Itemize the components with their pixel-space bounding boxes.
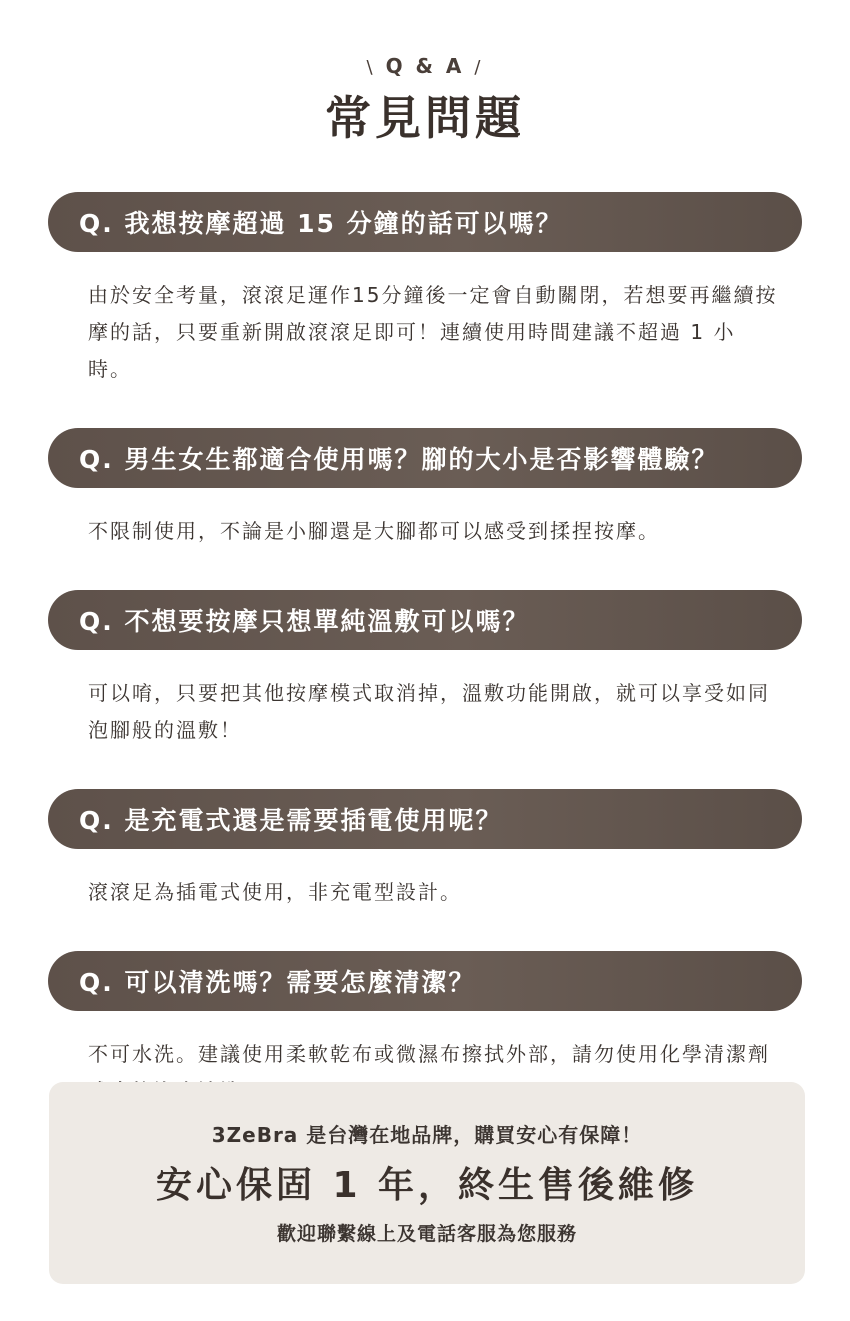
- faq-question: Q. 我想按摩超過 15 分鐘的話可以嗎？: [48, 192, 802, 252]
- faq-question: Q. 可以清洗嗎？需要怎麼清潔？: [48, 951, 802, 1011]
- guarantee-headline: 安心保固 1 年，終生售後維修: [155, 1165, 699, 1206]
- faq-answer: 由於安全考量，滾滾足運作15分鐘後一定會自動關閉，若想要再繼續按摩的話，只要重新開啟滾滾足即可！連續使用時間建議不超過 1 小時。: [88, 283, 778, 381]
- faq-item: [48, 428, 802, 550]
- left-slash-icon: \: [366, 57, 376, 78]
- faq-list: [48, 192, 802, 1150]
- faq-question: Q. 是充電式還是需要插電使用呢？: [48, 789, 802, 849]
- faq-question: Q. 男生女生都適合使用嗎？腳的大小是否影響體驗？: [48, 428, 802, 488]
- right-slash-icon: /: [474, 57, 484, 78]
- qa-eyebrow: [0, 52, 850, 80]
- faq-item: [48, 590, 802, 749]
- faq-item: [48, 789, 802, 911]
- faq-answer: 不可水洗。建議使用柔軟乾布或微濕布擦拭外部，請勿使用化學清潔劑: [88, 1042, 770, 1066]
- faq-item: [48, 192, 802, 388]
- qa-eyebrow-text: Q & A: [385, 54, 465, 78]
- faq-answer: 不限制使用，不論是小腳還是大腳都可以感受到揉捏按摩。: [88, 519, 660, 543]
- faq-answer: 滾滾足為插電式使用，非充電型設計。: [88, 880, 462, 904]
- page-title: 常見問題: [325, 91, 525, 145]
- faq-answer: 可以唷，只要把其他按摩模式取消掉，溫敷功能開啟，就可以享受如同泡腳般的溫敷！: [88, 681, 770, 742]
- faq-header: [0, 52, 850, 146]
- guarantee-service-line: 歡迎聯繫線上及電話客服為您服務: [276, 1223, 577, 1245]
- faq-question: Q. 不想要按摩只想單純溫敷可以嗎？: [48, 590, 802, 650]
- guarantee-box: [49, 1082, 805, 1284]
- guarantee-brand-line: 3ZeBra 是台灣在地品牌，購買安心有保障！: [211, 1123, 643, 1147]
